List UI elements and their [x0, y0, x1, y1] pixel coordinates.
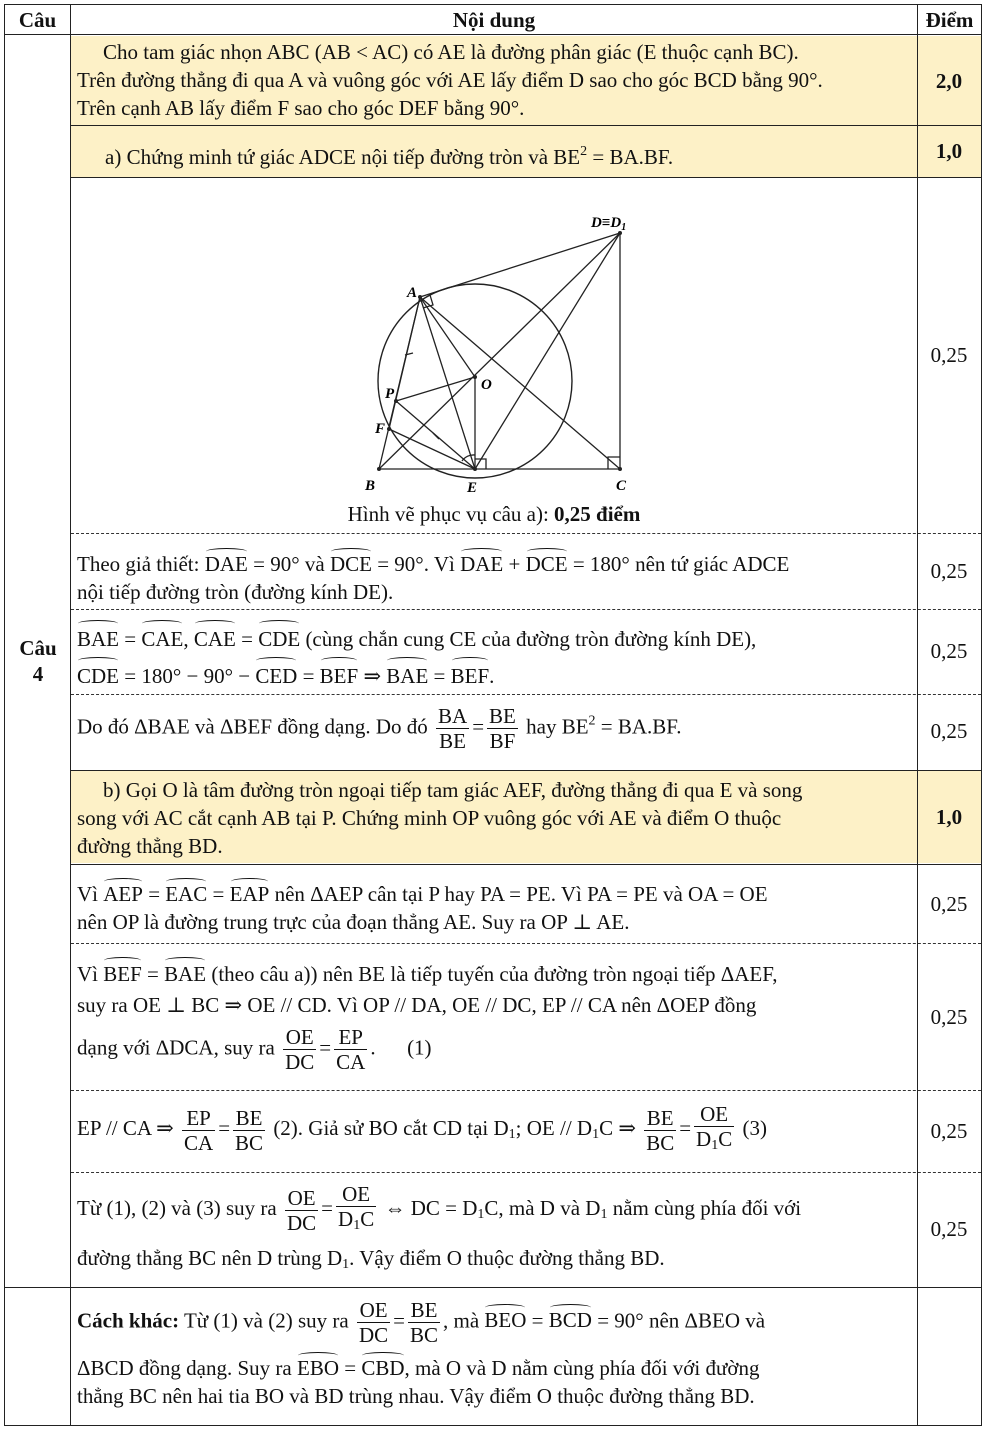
figure-points: 0,25 — [930, 343, 968, 367]
denominator: DC — [285, 1050, 315, 1074]
fraction-ep-ca — [182, 1106, 215, 1155]
angle-eap: EAP — [230, 877, 270, 908]
part-a-eq: = BA.BF. — [587, 145, 674, 169]
numerator: BE — [644, 1106, 676, 1131]
segment-po — [396, 377, 475, 401]
segment-fe — [389, 429, 475, 469]
text: = — [339, 1356, 362, 1380]
fraction-oe-d1c — [336, 1182, 376, 1238]
numerator: BE — [489, 704, 516, 728]
step-3 — [71, 704, 917, 753]
text: (3) — [737, 1115, 767, 1140]
figure-caption-points: 0,25 điểm — [554, 502, 641, 526]
label-d: $D\equiv D_1$ — [591, 215, 627, 233]
denominator: DC — [358, 1323, 389, 1347]
step-5-points: 0,25 — [930, 1005, 968, 1029]
alt-label: Cách khác: — [77, 1308, 180, 1333]
label-f: F — [375, 421, 386, 437]
step-6-points: 0,25 — [930, 1119, 968, 1143]
exponent: 2 — [588, 713, 596, 729]
part-b-statement — [71, 776, 917, 860]
denominator: CA — [336, 1050, 366, 1074]
text: Từ (1), (2) và (3) suy ra — [77, 1195, 282, 1220]
text: = — [119, 627, 142, 651]
step-7 — [71, 1182, 917, 1279]
text: , mà — [443, 1308, 485, 1333]
problem-line-1: Cho tam giác nhọn ABC (AB < AC) có AE là đường phân giác (E thuộc cạnh BC). — [103, 40, 799, 64]
text: nằm cùng phía đối với — [607, 1195, 802, 1220]
part-a-points: 1,0 — [935, 139, 963, 163]
angle-bef: BEF — [320, 656, 359, 693]
text: = 90°. Vì — [371, 552, 461, 576]
alternative-solution — [71, 1298, 917, 1410]
step-5-line-1 — [77, 956, 911, 990]
text: hay BE — [520, 714, 589, 739]
step-4 — [71, 877, 917, 936]
step-1 — [71, 547, 917, 606]
angle-dae: DAE — [460, 547, 503, 578]
text: EP // CA ⇒ — [77, 1115, 180, 1140]
subscript: 1 — [600, 1206, 608, 1222]
text: nên ΔAEP cân tại P hay PA = PE. Vì PA = PE và OA = OE — [269, 882, 768, 906]
step-2-points: 0,25 — [930, 639, 968, 663]
figure-caption-text: Hình vẽ phục vụ câu a): — [347, 502, 555, 526]
text: = 90° nên ΔBEO và — [591, 1308, 766, 1333]
denominator: DC — [286, 1210, 317, 1235]
row-divider — [71, 177, 981, 178]
problem-points: 2,0 — [935, 69, 963, 93]
question-label-number: 4 — [32, 662, 44, 686]
angle-aep: AEP — [103, 877, 143, 908]
text: ⇒ — [358, 664, 387, 688]
label-e: E — [467, 480, 478, 496]
denominator-letter: D — [696, 1127, 712, 1151]
equals-sign: = — [472, 714, 485, 739]
step-1-line-2: nội tiếp đường tròn (đường kính DE). — [77, 580, 394, 604]
step-5-line-3 — [77, 1025, 911, 1074]
subscript: 1 — [342, 1257, 350, 1272]
text: = — [526, 1308, 549, 1333]
equals-sign: = — [321, 1195, 334, 1220]
text: (2). Giả sử BO cắt CD tại D — [268, 1115, 509, 1140]
point-p — [394, 399, 398, 403]
step-7-line-2 — [77, 1244, 911, 1279]
point-e — [473, 467, 477, 471]
text: . — [489, 664, 495, 688]
question-label — [5, 635, 71, 687]
row-divider — [71, 533, 981, 534]
angle-dce: DCE — [526, 547, 568, 578]
text: dạng với ΔDCA, suy ra — [77, 1035, 281, 1060]
segment-ad — [420, 233, 620, 297]
text: đường thẳng BC nên D trùng D — [77, 1246, 343, 1270]
step-7-points: 0,25 — [930, 1217, 968, 1241]
row-divider — [71, 1090, 981, 1091]
text: ⇔ DC = D — [379, 1195, 478, 1220]
text: = BA.BF. — [595, 714, 682, 739]
subscript: 1 — [508, 1126, 516, 1142]
equals-sign: = — [393, 1308, 405, 1333]
denominator: BC — [646, 1130, 675, 1155]
segment-ed — [475, 233, 620, 469]
fraction-oe-dc — [357, 1298, 390, 1347]
text: , — [183, 627, 194, 651]
point-a — [418, 295, 422, 299]
row-divider — [71, 1172, 981, 1173]
col-divider-2 — [917, 5, 918, 1425]
angle-cde: CDE — [258, 619, 300, 656]
step-4-line-2: nên OP là đường trung trực của đoạn thẳng AE. Suy ra OP ⊥ AE. — [77, 910, 630, 934]
problem-line-2: Trên đường thẳng đi qua A và vuông góc với AE lấy điểm D sao cho góc BCD bằng 90°. — [77, 68, 823, 92]
angle-cde: CDE — [77, 656, 119, 693]
step-7-line-1 — [77, 1182, 911, 1238]
row-divider — [71, 609, 981, 610]
alt-line-1 — [77, 1298, 911, 1347]
step-4-line-1 — [77, 877, 911, 908]
fraction-oe-dc — [283, 1025, 316, 1074]
problem-line-3: Trên cạnh AB lấy điểm F sao cho góc DEF bằng 90°. — [77, 96, 525, 120]
denominator: BF — [489, 729, 516, 753]
numerator: BA — [438, 704, 468, 728]
angle-bae: BAE — [386, 656, 428, 693]
step-2-line-1 — [77, 619, 911, 656]
numerator: BE — [233, 1106, 265, 1131]
numerator: BE — [408, 1298, 440, 1323]
header-cau: Câu — [18, 8, 57, 32]
problem-statement — [71, 38, 917, 122]
step-4-points: 0,25 — [930, 892, 968, 916]
part-a-be: BE — [553, 145, 581, 169]
fraction-be-bc — [644, 1106, 676, 1155]
angle-beo: BEO — [484, 1303, 526, 1334]
part-a-statement — [71, 138, 917, 171]
step-5-line-2: suy ra OE ⊥ BC ⇒ OE // CD. Vì OP // DA, OE // DC, EP // CA nên ΔOEP đồng — [77, 993, 757, 1017]
denominator — [336, 1207, 376, 1238]
denominator: BE — [439, 729, 467, 753]
alt-line-3: thẳng BC nên hai tia BO và BD trùng nhau. Vậy điểm O thuộc đường thẳng BD. — [77, 1384, 755, 1408]
row-divider — [71, 943, 981, 944]
denominator-letter: D — [338, 1207, 354, 1231]
step-3-points: 0,25 — [930, 719, 968, 743]
text: , mà O và D nằm cùng phía đối với đường — [404, 1356, 760, 1380]
header-divider — [5, 34, 981, 35]
angle-bae: BAE — [164, 956, 206, 990]
subscript: 1 — [592, 1126, 600, 1142]
text: ; OE // D — [515, 1115, 593, 1140]
point-f — [387, 427, 391, 431]
text: Do đó ΔBAE và ΔBEF đồng dạng. Do đó — [77, 714, 433, 739]
denominator: CA — [184, 1130, 214, 1155]
angle-ced: CED — [255, 656, 297, 693]
text: ΔBCD đồng dạng. Suy ra — [77, 1356, 297, 1380]
text: Từ (1) và (2) suy ra — [179, 1308, 354, 1333]
text: = 90° và — [247, 552, 330, 576]
text: C, mà D và D — [484, 1195, 601, 1220]
angle-eac: EAC — [165, 877, 207, 908]
angle-bae: BAE — [77, 619, 119, 656]
text: (theo câu a)) nên BE là tiếp tuyến của đường tròn ngoại tiếp ΔAEF, — [206, 962, 778, 986]
step-5 — [71, 956, 917, 1074]
text: = 180° nên tứ giác ADCE — [567, 552, 790, 576]
part-b-line-2: song với AC cắt cạnh AB tại P. Chứng minh OP vuông góc với AE và điểm O thuộc — [77, 806, 782, 830]
segment-ac — [420, 297, 620, 469]
tick-mark — [433, 433, 439, 439]
denominator: BC — [410, 1323, 439, 1347]
geometry-figure — [345, 201, 665, 497]
angle-bcd: BCD — [549, 1303, 592, 1334]
header-diem: Điểm — [925, 8, 974, 32]
question-label-word: Câu — [19, 636, 57, 660]
figure-caption — [71, 502, 917, 527]
answer-table — [4, 4, 982, 1426]
angle-cbd: CBD — [361, 1351, 404, 1382]
fraction-ba-be — [436, 704, 469, 753]
part-a-text: a) Chứng minh tứ giác ADCE nội tiếp đường tròn và — [105, 145, 554, 169]
numerator: OE — [694, 1102, 734, 1127]
text: (cùng chắn cung CE của đường tròn đường kính DE), — [300, 627, 757, 651]
fraction-be-bf — [487, 704, 518, 753]
label-c: C — [616, 478, 627, 494]
step-1-points: 0,25 — [930, 559, 968, 583]
angle-dce: DCE — [330, 547, 372, 578]
subscript: 1 — [477, 1206, 485, 1222]
text: = — [235, 627, 259, 651]
denominator-letter: C — [718, 1127, 733, 1151]
numerator: OE — [285, 1186, 318, 1211]
text: C ⇒ — [599, 1115, 642, 1140]
numerator: OE — [357, 1298, 390, 1323]
row-divider — [71, 125, 981, 126]
numerator: OE — [336, 1182, 376, 1207]
numerator: EP — [334, 1025, 367, 1050]
text: + — [503, 552, 526, 576]
subscript: 1 — [711, 1138, 719, 1153]
text: Theo giả thiết: — [77, 552, 205, 576]
row-divider — [71, 770, 981, 771]
text: . Vậy điểm O thuộc đường thẳng BD. — [349, 1246, 665, 1270]
point-b — [377, 467, 381, 471]
text: . (1) — [370, 1035, 432, 1060]
row-divider — [71, 694, 981, 695]
point-o — [473, 375, 477, 379]
angle-cae: CAE — [141, 619, 183, 656]
label-p: P — [385, 386, 395, 402]
equals-sign: = — [319, 1035, 332, 1060]
part-b-line-1: b) Gọi O là tâm đường tròn ngoại tiếp tam giác AEF, đường thẳng đi qua E và song — [103, 778, 803, 802]
text: = — [207, 882, 230, 906]
equals-sign: = — [679, 1115, 692, 1140]
numerator: EP — [182, 1106, 215, 1131]
text: Vì — [77, 962, 104, 986]
part-b-points: 1,0 — [935, 805, 963, 829]
label-o: O — [481, 377, 492, 393]
text: = — [142, 882, 166, 906]
fraction-be-bc — [408, 1298, 440, 1347]
text: = — [297, 664, 320, 688]
text: = — [428, 664, 451, 688]
part-a-exp: 2 — [580, 144, 588, 159]
numerator: OE — [283, 1025, 316, 1050]
label-a: A — [407, 285, 418, 301]
point-c — [618, 467, 622, 471]
step-6 — [71, 1102, 917, 1158]
angle-bef: BEF — [451, 656, 490, 693]
subscript: 1 — [353, 1218, 361, 1233]
denominator-letter: C — [360, 1207, 375, 1231]
angle-dae: DAE — [205, 547, 248, 578]
denominator: BC — [235, 1130, 264, 1155]
angle-cae: CAE — [194, 619, 236, 656]
step-1-line-1 — [77, 547, 911, 578]
text: = 180° − 90° − — [119, 664, 256, 688]
segment-fa-chord — [389, 297, 420, 429]
step-2 — [71, 619, 917, 693]
header-noi-dung: Nội dung — [452, 8, 536, 32]
segment-bd — [379, 233, 620, 469]
section-divider — [5, 1287, 981, 1288]
text: Vì — [77, 882, 104, 906]
part-b-line-3: đường thẳng BD. — [77, 834, 223, 858]
denominator — [694, 1127, 734, 1158]
label-b: B — [365, 478, 376, 494]
angle-bef: BEF — [103, 956, 142, 990]
text: = — [141, 962, 165, 986]
fraction-oe-dc — [285, 1186, 318, 1235]
fraction-ep-ca — [334, 1025, 367, 1074]
alt-line-2 — [77, 1351, 911, 1382]
angle-ebo: EBO — [297, 1351, 339, 1382]
row-divider — [71, 864, 981, 865]
equals-sign: = — [218, 1115, 231, 1140]
step-2-line-2 — [77, 656, 911, 693]
fraction-be-bc — [233, 1106, 265, 1155]
fraction-oe-d1c — [694, 1102, 734, 1158]
